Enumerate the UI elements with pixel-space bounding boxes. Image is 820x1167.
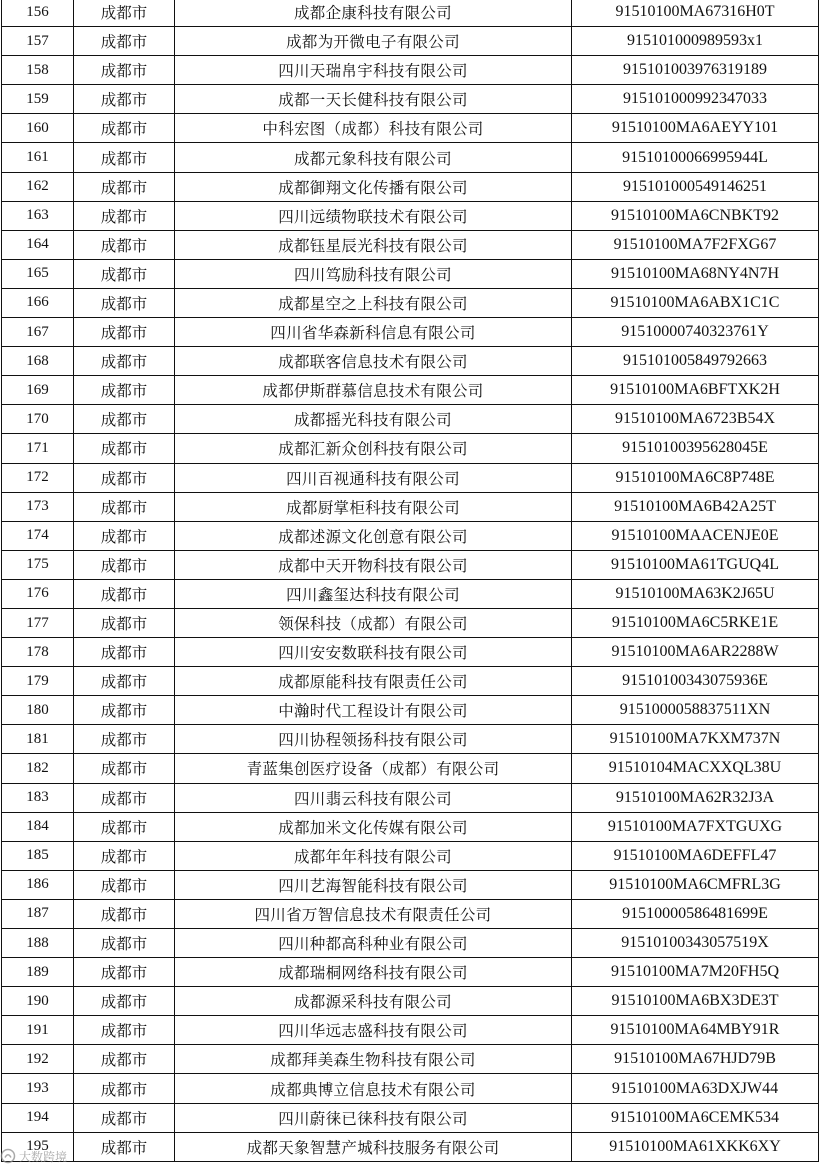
company-name-cell: 四川笃励科技有限公司 bbox=[175, 259, 572, 288]
row-number-cell: 164 bbox=[2, 230, 74, 259]
watermark-text: 大数跨境 bbox=[19, 1149, 68, 1164]
table-row bbox=[2, 929, 819, 958]
company-name-cell: 成都述源文化创意有限公司 bbox=[175, 521, 572, 550]
company-name-cell: 四川安安数联科技有限公司 bbox=[175, 638, 572, 667]
company-name-cell: 成都伊斯群慕信息技术有限公司 bbox=[175, 376, 572, 405]
company-name-cell: 成都联客信息技术有限公司 bbox=[175, 347, 572, 376]
row-number-cell: 177 bbox=[2, 608, 74, 637]
city-cell: 成都市 bbox=[74, 870, 175, 899]
table-row bbox=[2, 638, 819, 667]
row-number-cell: 170 bbox=[2, 405, 74, 434]
row-number-cell: 179 bbox=[2, 667, 74, 696]
table-row bbox=[2, 1074, 819, 1103]
table-row bbox=[2, 27, 819, 56]
table-row bbox=[2, 667, 819, 696]
credit-code-cell: 91510100MA6CNBKT92 bbox=[572, 201, 819, 230]
company-name-cell: 中科宏图（成都）科技有限公司 bbox=[175, 114, 572, 143]
city-cell: 成都市 bbox=[74, 1045, 175, 1074]
table-body bbox=[2, 0, 819, 1161]
table-row bbox=[2, 114, 819, 143]
company-name-cell: 青蓝集创医疗设备（成都）有限公司 bbox=[175, 754, 572, 783]
credit-code-cell: 91510100MA6B42A25T bbox=[572, 492, 819, 521]
row-number-cell: 180 bbox=[2, 696, 74, 725]
table-row bbox=[2, 85, 819, 114]
credit-code-cell: 91510100MA6AR2288W bbox=[572, 638, 819, 667]
company-name-cell: 四川翡云科技有限公司 bbox=[175, 783, 572, 812]
table-row bbox=[2, 201, 819, 230]
credit-code-cell: 91510100MA6723B54X bbox=[572, 405, 819, 434]
row-number-cell: 174 bbox=[2, 521, 74, 550]
company-name-cell: 成都原能科技有限责任公司 bbox=[175, 667, 572, 696]
city-cell: 成都市 bbox=[74, 638, 175, 667]
credit-code-cell: 91510100MA6ABX1C1C bbox=[572, 288, 819, 317]
table-row bbox=[2, 434, 819, 463]
company-name-cell: 成都御翔文化传播有限公司 bbox=[175, 172, 572, 201]
credit-code-cell: 915101000989593x1 bbox=[572, 27, 819, 56]
row-number-cell: 171 bbox=[2, 434, 74, 463]
city-cell: 成都市 bbox=[74, 725, 175, 754]
company-name-cell: 成都摇光科技有限公司 bbox=[175, 405, 572, 434]
credit-code-cell: 91510100MA63DXJW44 bbox=[572, 1074, 819, 1103]
company-name-cell: 四川远绩物联技术有限公司 bbox=[175, 201, 572, 230]
table-row bbox=[2, 783, 819, 812]
company-name-cell: 四川协程领扬科技有限公司 bbox=[175, 725, 572, 754]
table-row bbox=[2, 259, 819, 288]
row-number-cell: 169 bbox=[2, 376, 74, 405]
city-cell: 成都市 bbox=[74, 783, 175, 812]
city-cell: 成都市 bbox=[74, 958, 175, 987]
row-number-cell: 183 bbox=[2, 783, 74, 812]
city-cell: 成都市 bbox=[74, 114, 175, 143]
company-name-cell: 四川种都高科种业有限公司 bbox=[175, 929, 572, 958]
company-name-cell: 四川天瑞帛宇科技有限公司 bbox=[175, 56, 572, 85]
city-cell: 成都市 bbox=[74, 987, 175, 1016]
company-name-cell: 成都钰星辰光科技有限公司 bbox=[175, 230, 572, 259]
row-number-cell: 187 bbox=[2, 899, 74, 928]
credit-code-cell: 9151000058837511XN bbox=[572, 696, 819, 725]
credit-code-cell: 91510104MACXXQL38U bbox=[572, 754, 819, 783]
row-number-cell: 166 bbox=[2, 288, 74, 317]
row-number-cell: 184 bbox=[2, 812, 74, 841]
city-cell: 成都市 bbox=[74, 172, 175, 201]
row-number-cell: 195 bbox=[2, 1132, 74, 1161]
table-row bbox=[2, 987, 819, 1016]
company-name-cell: 领保科技（成都）有限公司 bbox=[175, 608, 572, 637]
row-number-cell: 160 bbox=[2, 114, 74, 143]
row-number-cell: 192 bbox=[2, 1045, 74, 1074]
credit-code-cell: 91510100MA7F2FXG67 bbox=[572, 230, 819, 259]
city-cell: 成都市 bbox=[74, 143, 175, 172]
city-cell: 成都市 bbox=[74, 0, 175, 27]
company-name-cell: 四川华远志盛科技有限公司 bbox=[175, 1016, 572, 1045]
city-cell: 成都市 bbox=[74, 812, 175, 841]
table-row bbox=[2, 812, 819, 841]
city-cell: 成都市 bbox=[74, 405, 175, 434]
city-cell: 成都市 bbox=[74, 608, 175, 637]
company-name-cell: 成都年年科技有限公司 bbox=[175, 841, 572, 870]
table-row bbox=[2, 318, 819, 347]
city-cell: 成都市 bbox=[74, 318, 175, 347]
table-row bbox=[2, 56, 819, 85]
table-row bbox=[2, 347, 819, 376]
credit-code-cell: 91510100MA6CMFRL3G bbox=[572, 870, 819, 899]
table-row bbox=[2, 958, 819, 987]
row-number-cell: 159 bbox=[2, 85, 74, 114]
table-row bbox=[2, 492, 819, 521]
city-cell: 成都市 bbox=[74, 347, 175, 376]
city-cell: 成都市 bbox=[74, 579, 175, 608]
row-number-cell: 165 bbox=[2, 259, 74, 288]
company-name-cell: 成都元象科技有限公司 bbox=[175, 143, 572, 172]
row-number-cell: 181 bbox=[2, 725, 74, 754]
city-cell: 成都市 bbox=[74, 85, 175, 114]
credit-code-cell: 915101005849792663 bbox=[572, 347, 819, 376]
city-cell: 成都市 bbox=[74, 521, 175, 550]
credit-code-cell: 91510100MA64MBY91R bbox=[572, 1016, 819, 1045]
city-cell: 成都市 bbox=[74, 1103, 175, 1132]
city-cell: 成都市 bbox=[74, 899, 175, 928]
row-number-cell: 168 bbox=[2, 347, 74, 376]
company-name-cell: 成都为开微电子有限公司 bbox=[175, 27, 572, 56]
city-cell: 成都市 bbox=[74, 1016, 175, 1045]
city-cell: 成都市 bbox=[74, 259, 175, 288]
row-number-cell: 190 bbox=[2, 987, 74, 1016]
company-name-cell: 四川省万智信息技术有限责任公司 bbox=[175, 899, 572, 928]
credit-code-cell: 91510100MAACENJE0E bbox=[572, 521, 819, 550]
city-cell: 成都市 bbox=[74, 667, 175, 696]
row-number-cell: 173 bbox=[2, 492, 74, 521]
row-number-cell: 175 bbox=[2, 550, 74, 579]
credit-code-cell: 91510100MA6C5RKE1E bbox=[572, 608, 819, 637]
credit-code-cell: 91510100MA6DEFFL47 bbox=[572, 841, 819, 870]
credit-code-cell: 91510100MA6CEMK534 bbox=[572, 1103, 819, 1132]
row-number-cell: 188 bbox=[2, 929, 74, 958]
company-name-cell: 四川蔚徕已徕科技有限公司 bbox=[175, 1103, 572, 1132]
credit-code-cell: 91510000586481699E bbox=[572, 899, 819, 928]
city-cell: 成都市 bbox=[74, 463, 175, 492]
credit-code-cell: 91510100MA68NY4N7H bbox=[572, 259, 819, 288]
company-name-cell: 成都加米文化传媒有限公司 bbox=[175, 812, 572, 841]
table-row bbox=[2, 870, 819, 899]
company-name-cell: 成都厨掌柜科技有限公司 bbox=[175, 492, 572, 521]
city-cell: 成都市 bbox=[74, 492, 175, 521]
credit-code-cell: 91510100MA63K2J65U bbox=[572, 579, 819, 608]
row-number-cell: 186 bbox=[2, 870, 74, 899]
table-row bbox=[2, 579, 819, 608]
table-row bbox=[2, 725, 819, 754]
credit-code-cell: 915101000992347033 bbox=[572, 85, 819, 114]
credit-code-cell: 91510100MA67316H0T bbox=[572, 0, 819, 27]
table-row bbox=[2, 1016, 819, 1045]
credit-code-cell: 91510100066995944L bbox=[572, 143, 819, 172]
row-number-cell: 161 bbox=[2, 143, 74, 172]
credit-code-cell: 91510100MA61TGUQ4L bbox=[572, 550, 819, 579]
company-name-cell: 四川鑫玺达科技有限公司 bbox=[175, 579, 572, 608]
credit-code-cell: 91510000740323761Y bbox=[572, 318, 819, 347]
company-name-cell: 成都企康科技有限公司 bbox=[175, 0, 572, 27]
table-row bbox=[2, 463, 819, 492]
credit-code-cell: 91510100343075936E bbox=[572, 667, 819, 696]
company-name-cell: 成都瑞桐网络科技有限公司 bbox=[175, 958, 572, 987]
credit-code-cell: 91510100343057519X bbox=[572, 929, 819, 958]
city-cell: 成都市 bbox=[74, 27, 175, 56]
city-cell: 成都市 bbox=[74, 434, 175, 463]
credit-code-cell: 91510100MA6AEYY101 bbox=[572, 114, 819, 143]
city-cell: 成都市 bbox=[74, 550, 175, 579]
credit-code-cell: 91510100MA62R32J3A bbox=[572, 783, 819, 812]
row-number-cell: 163 bbox=[2, 201, 74, 230]
row-number-cell: 157 bbox=[2, 27, 74, 56]
table-row bbox=[2, 230, 819, 259]
row-number-cell: 189 bbox=[2, 958, 74, 987]
company-name-cell: 四川百视通科技有限公司 bbox=[175, 463, 572, 492]
row-number-cell: 156 bbox=[2, 0, 74, 27]
credit-code-cell: 91510100MA6BX3DE3T bbox=[572, 987, 819, 1016]
credit-code-cell: 915101000549146251 bbox=[572, 172, 819, 201]
company-name-cell: 成都星空之上科技有限公司 bbox=[175, 288, 572, 317]
city-cell: 成都市 bbox=[74, 696, 175, 725]
row-number-cell: 178 bbox=[2, 638, 74, 667]
company-name-cell: 成都汇新众创科技有限公司 bbox=[175, 434, 572, 463]
credit-code-cell: 91510100MA7KXM737N bbox=[572, 725, 819, 754]
company-name-cell: 成都拜美森生物科技有限公司 bbox=[175, 1045, 572, 1074]
company-list-table bbox=[1, 0, 819, 1162]
row-number-cell: 185 bbox=[2, 841, 74, 870]
row-number-cell: 172 bbox=[2, 463, 74, 492]
row-number-cell: 167 bbox=[2, 318, 74, 347]
company-name-cell: 四川省华森新科信息有限公司 bbox=[175, 318, 572, 347]
credit-code-cell: 91510100MA7M20FH5Q bbox=[572, 958, 819, 987]
table-row bbox=[2, 1103, 819, 1132]
company-name-cell: 成都典博立信息技术有限公司 bbox=[175, 1074, 572, 1103]
table-row bbox=[2, 288, 819, 317]
city-cell: 成都市 bbox=[74, 288, 175, 317]
credit-code-cell: 91510100MA61XKK6XY bbox=[572, 1132, 819, 1161]
city-cell: 成都市 bbox=[74, 376, 175, 405]
city-cell: 成都市 bbox=[74, 1132, 175, 1161]
table-row bbox=[2, 1045, 819, 1074]
city-cell: 成都市 bbox=[74, 230, 175, 259]
row-number-cell: 162 bbox=[2, 172, 74, 201]
company-name-cell: 成都天象智慧产城科技服务有限公司 bbox=[175, 1132, 572, 1161]
row-number-cell: 191 bbox=[2, 1016, 74, 1045]
table-row bbox=[2, 376, 819, 405]
table-row bbox=[2, 0, 819, 27]
credit-code-cell: 91510100MA6BFTXK2H bbox=[572, 376, 819, 405]
table-row bbox=[2, 521, 819, 550]
credit-code-cell: 91510100MA6C8P748E bbox=[572, 463, 819, 492]
table-row bbox=[2, 754, 819, 783]
company-name-cell: 成都中天开物科技有限公司 bbox=[175, 550, 572, 579]
row-number-cell: 182 bbox=[2, 754, 74, 783]
company-name-cell: 成都一天长健科技有限公司 bbox=[175, 85, 572, 114]
row-number-cell: 193 bbox=[2, 1074, 74, 1103]
table-row bbox=[2, 841, 819, 870]
table-row bbox=[2, 143, 819, 172]
table-row bbox=[2, 899, 819, 928]
row-number-cell: 158 bbox=[2, 56, 74, 85]
table-row bbox=[2, 608, 819, 637]
table-row bbox=[2, 1132, 819, 1161]
credit-code-cell: 91510100MA67HJD79B bbox=[572, 1045, 819, 1074]
table-row bbox=[2, 696, 819, 725]
city-cell: 成都市 bbox=[74, 841, 175, 870]
row-number-cell: 176 bbox=[2, 579, 74, 608]
table-row bbox=[2, 550, 819, 579]
company-name-cell: 四川艺海智能科技有限公司 bbox=[175, 870, 572, 899]
table-row bbox=[2, 405, 819, 434]
row-number-cell: 194 bbox=[2, 1103, 74, 1132]
city-cell: 成都市 bbox=[74, 1074, 175, 1103]
city-cell: 成都市 bbox=[74, 201, 175, 230]
company-name-cell: 中瀚时代工程设计有限公司 bbox=[175, 696, 572, 725]
table-row bbox=[2, 172, 819, 201]
city-cell: 成都市 bbox=[74, 754, 175, 783]
company-name-cell: 成都源采科技有限公司 bbox=[175, 987, 572, 1016]
credit-code-cell: 915101003976319189 bbox=[572, 56, 819, 85]
credit-code-cell: 91510100395628045E bbox=[572, 434, 819, 463]
credit-code-cell: 91510100MA7FXTGUXG bbox=[572, 812, 819, 841]
city-cell: 成都市 bbox=[74, 929, 175, 958]
city-cell: 成都市 bbox=[74, 56, 175, 85]
